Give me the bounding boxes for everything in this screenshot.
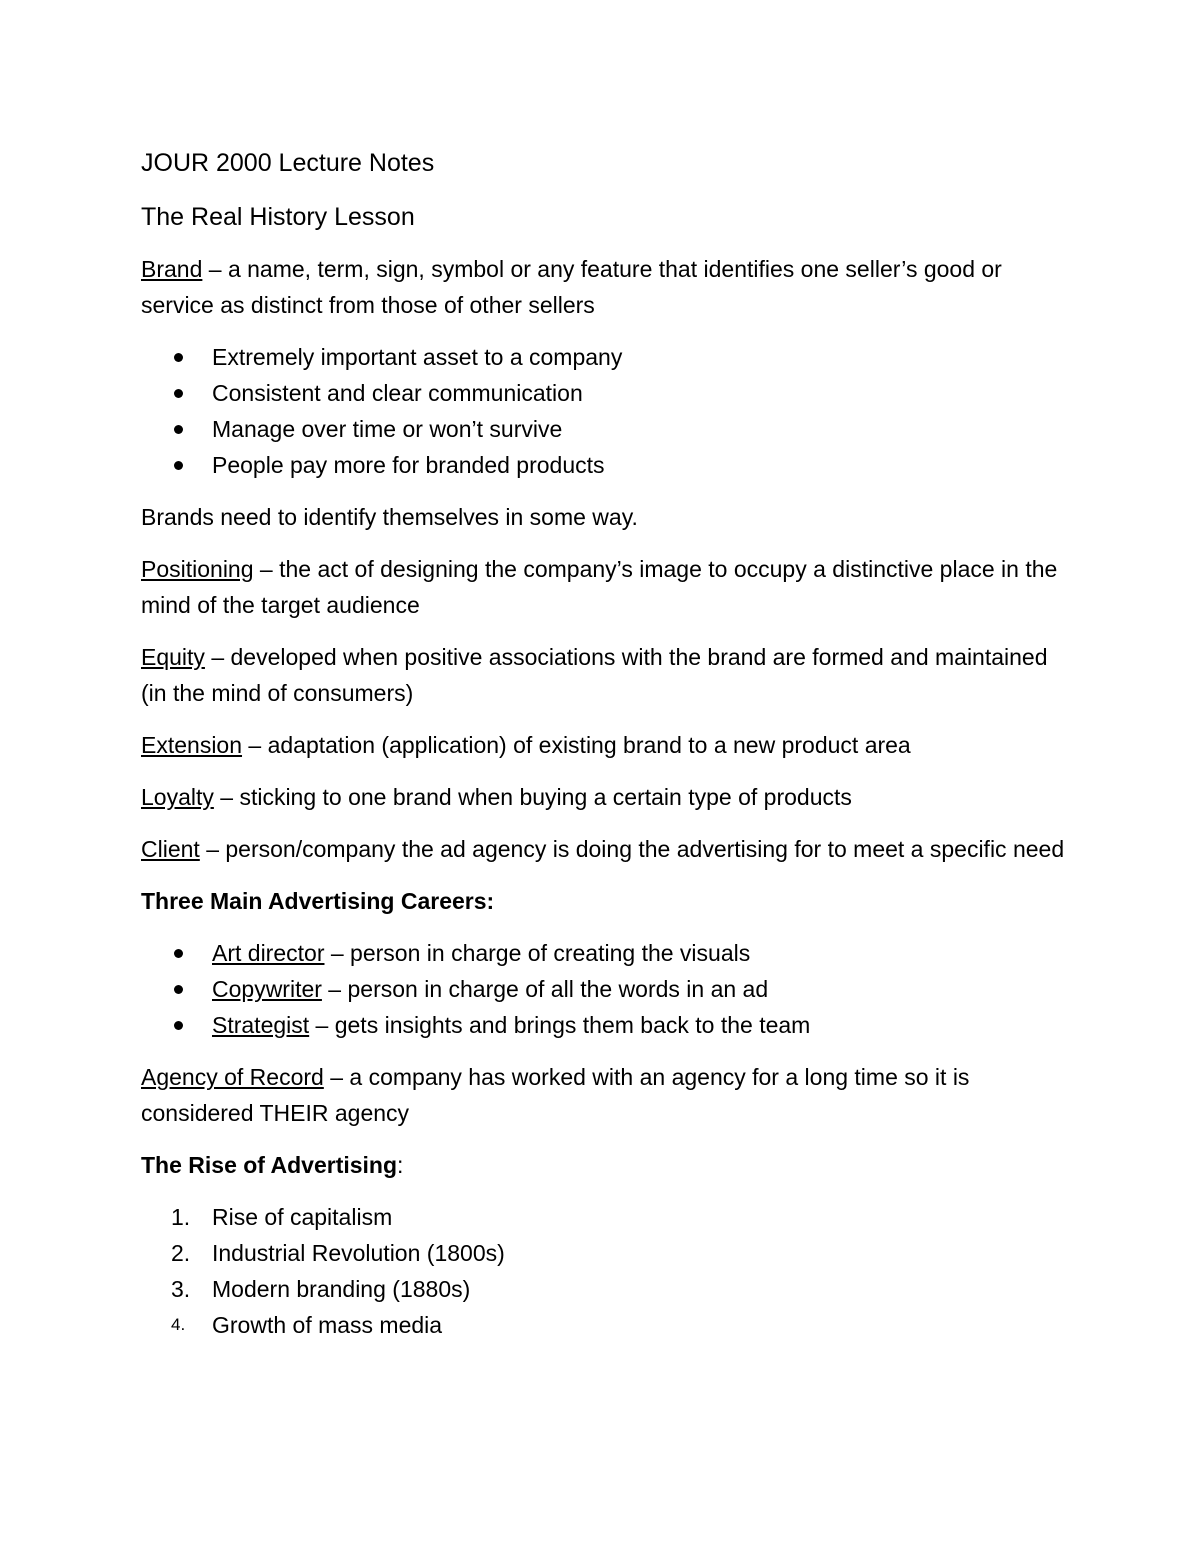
client-definition-text: – person/company the ad agency is doing the advertising for to meet a specific need [199,836,1065,862]
document-body [141,145,1071,1343]
brands-note: Brands need to identify themselves in some way. [141,504,638,530]
loyalty-definition [141,779,1071,815]
equity-definition [141,639,1071,711]
bullet-icon [174,1021,183,1030]
list-item: People pay more for branded products [141,447,1071,483]
bullet-icon [174,425,183,434]
equity-definition-text: – developed when positive associations with the brand are formed and maintained (in the mind of consumers) [141,644,1048,706]
list-number: 4. [171,1315,186,1334]
brand-definition [141,251,1071,323]
rise-list [141,1199,1071,1343]
list-item: Extremely important asset to a company [141,339,1071,375]
careers-list [141,935,1071,1043]
careers-heading: Three Main Advertising Careers: [141,888,495,914]
bullet-icon [174,461,183,470]
list-item: 4. Growth of mass media [141,1307,1071,1343]
positioning-definition-text: – the act of designing the company’s image to occupy a distinctive place in the mind of the target audience [141,556,1058,618]
agency-of-record-definition-text: – a company has worked with an agency for a long time so it is considered THEIR agency [141,1064,970,1126]
extension-term: Extension [141,732,243,758]
list-number: 1. [171,1204,191,1230]
extension-definition [141,727,1071,763]
career-term: Copywriter [212,976,322,1002]
bullet-icon [174,985,183,994]
list-number: 3. [171,1276,191,1302]
extension-definition-text: – adaptation (application) of existing brand to a new product area [242,732,911,758]
loyalty-definition-text: – sticking to one brand when buying a certain type of products [213,784,852,810]
positioning-term: Positioning [141,556,254,582]
list-item: 1. Rise of capitalism [141,1199,1071,1235]
list-item: Strategist – gets insights and brings them back to the team [141,1007,1071,1043]
bullet-icon [174,353,183,362]
brand-term: Brand [141,256,203,282]
list-item: 3. Modern branding (1880s) [141,1271,1071,1307]
career-term: Art director [212,940,325,966]
loyalty-term: Loyalty [141,784,214,810]
document-title: JOUR 2000 Lecture Notes [141,149,435,177]
client-term: Client [141,836,200,862]
list-item: Art director – person in charge of creating the visuals [141,935,1071,971]
brand-definition-text: – a name, term, sign, symbol or any feature that identifies one seller’s good or service as distinct from those of other sellers [141,256,1002,318]
list-item: Consistent and clear communication [141,375,1071,411]
bullet-icon [174,949,183,958]
equity-term: Equity [141,644,205,670]
list-item: Manage over time or won’t survive [141,411,1071,447]
brand-bullet-list [141,339,1071,483]
agency-of-record-definition [141,1059,1071,1131]
positioning-definition [141,551,1071,623]
agency-of-record-term: Agency of Record [141,1064,324,1090]
document-subtitle: The Real History Lesson [141,203,415,231]
career-term: Strategist [212,1012,310,1038]
list-number: 2. [171,1240,191,1266]
list-item: 2. Industrial Revolution (1800s) [141,1235,1071,1271]
list-item: Copywriter – person in charge of all the words in an ad [141,971,1071,1007]
client-definition [141,831,1071,867]
rise-heading: The Rise of Advertising: [141,1152,404,1178]
bullet-icon [174,389,183,398]
